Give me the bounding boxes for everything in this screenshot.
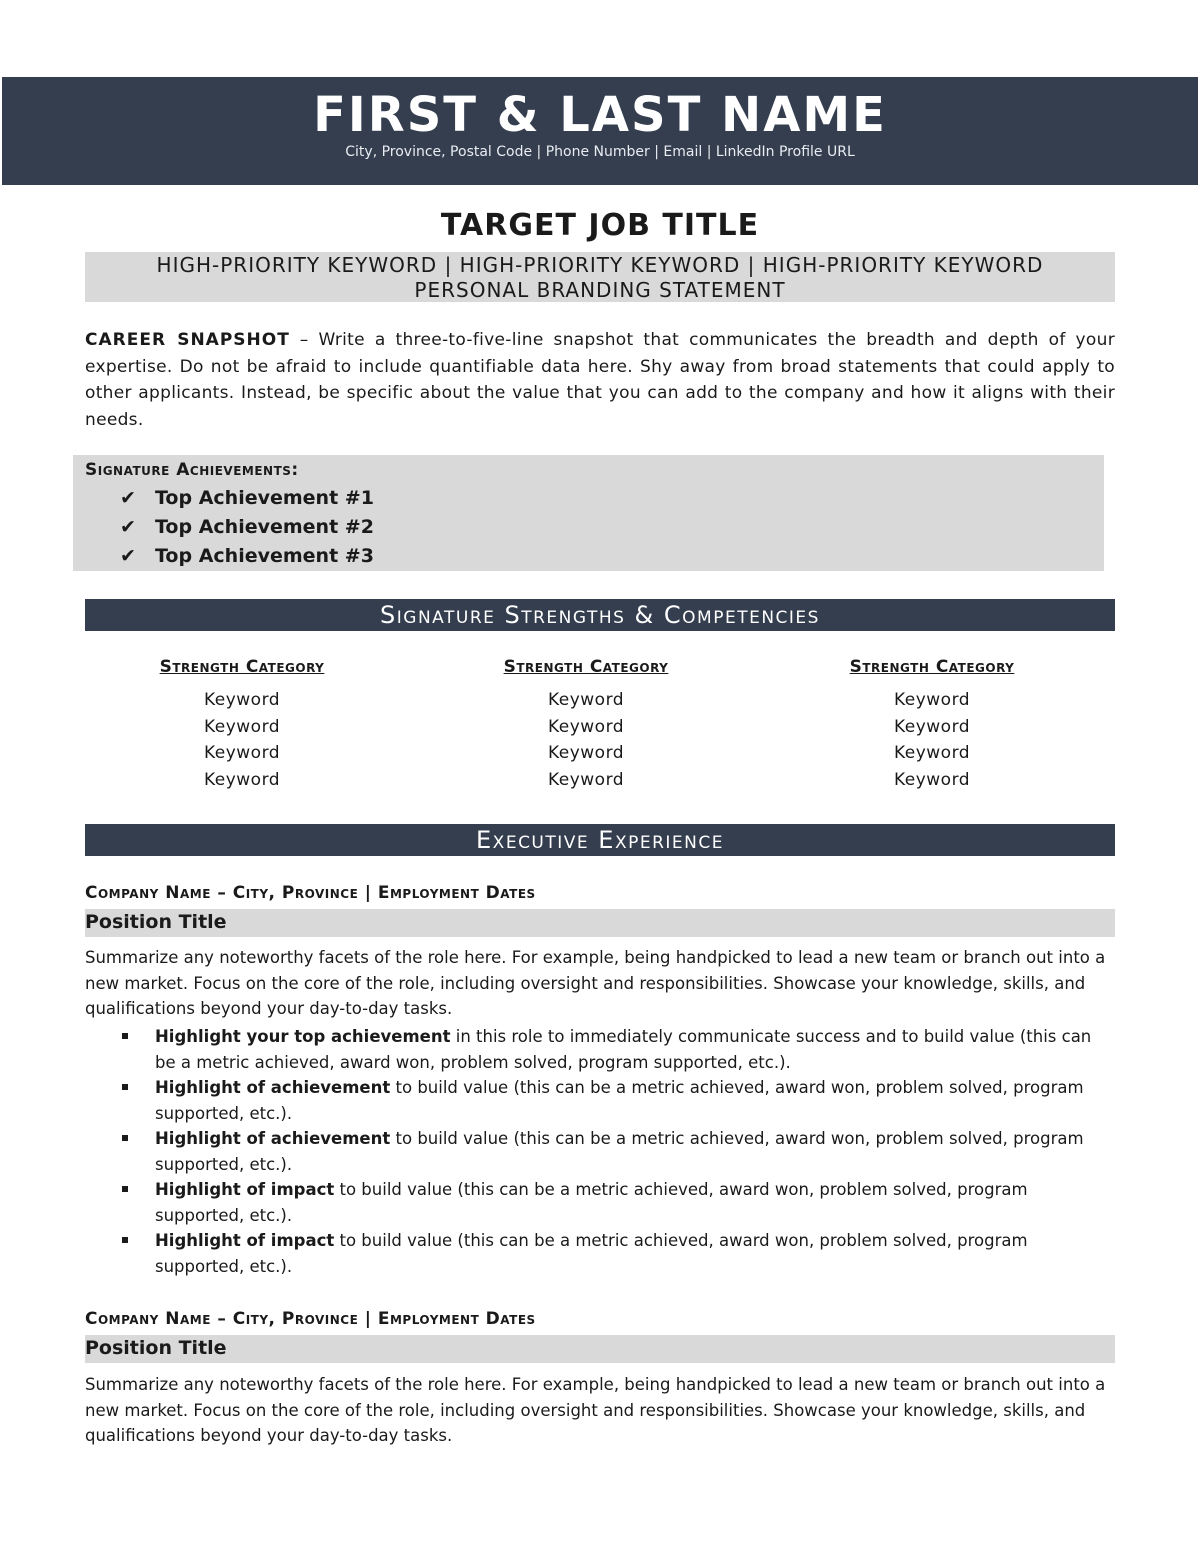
achievement-item: ✔ Top Achievement #1 <box>120 487 374 509</box>
keyword: Keyword <box>547 716 625 737</box>
achievement-bullets <box>85 1024 1115 1279</box>
keyword: Keyword <box>203 690 281 710</box>
list-item: Highlight of impact to build value (this can be a metric achieved, award won, problem solved, program supported, etc.). <box>85 1177 1115 1228</box>
strength-column <box>782 657 1082 793</box>
signature-achievements-box <box>73 455 1104 571</box>
square-bullet-icon <box>122 1237 128 1243</box>
square-bullet-icon <box>122 1084 128 1090</box>
achievement-item: ✔ Top Achievement #3 <box>120 545 374 567</box>
keyword: Keyword <box>893 716 971 737</box>
strength-category-heading: Strength Category <box>849 657 1015 677</box>
achievements-heading: Signature Achievements: <box>85 460 299 480</box>
strength-category-heading: Strength Category <box>503 657 669 677</box>
square-bullet-icon <box>122 1033 128 1039</box>
check-icon: ✔ <box>120 545 136 567</box>
strength-category-heading: Strength Category <box>159 657 325 677</box>
header-band <box>2 77 1198 185</box>
keyword-band <box>85 252 1115 302</box>
achievement-item: ✔ Top Achievement #2 <box>120 516 374 538</box>
list-item: Highlight of achievement to build value (this can be a metric achieved, award won, problem solved, program supported, etc.). <box>85 1075 1115 1126</box>
company-line: Company Name – City, Province | Employment Dates <box>85 883 536 903</box>
check-icon: ✔ <box>120 516 136 538</box>
position-title: Position Title <box>85 1337 227 1359</box>
keyword: Keyword <box>203 716 281 737</box>
keyword: Keyword <box>203 743 281 763</box>
keyword: Keyword <box>547 743 625 763</box>
career-snapshot <box>85 327 1115 433</box>
career-snapshot-text: – Write a three-to-five-line snapshot that communicates the breadth and depth of your expertise. Do not be afraid to include quantifiable data here. Shy away from broad statements that could apply to other applicants. Instead, be specific about the value that you can add to the company and how it aligns with their needs. <box>85 330 1115 430</box>
keywords-line: HIGH-PRIORITY KEYWORD | HIGH-PRIORITY KEYWORD | HIGH-PRIORITY KEYWORD <box>156 253 1044 277</box>
list-item: Highlight of achievement to build value (this can be a metric achieved, award won, problem solved, program supported, etc.). <box>85 1126 1115 1177</box>
square-bullet-icon <box>122 1186 128 1192</box>
career-snapshot-label: CAREER SNAPSHOT <box>85 330 290 350</box>
keyword: Keyword <box>893 743 971 763</box>
position-band <box>85 909 1115 937</box>
list-item: Highlight your top achievement in this role to immediately communicate success and to build value (this can be a metric achieved, award won, problem solved, program supported, etc.). <box>85 1024 1115 1075</box>
keyword: Keyword <box>893 690 971 710</box>
keyword: Keyword <box>547 769 625 790</box>
check-icon: ✔ <box>120 487 136 509</box>
square-bullet-icon <box>122 1135 128 1141</box>
candidate-name: FIRST & LAST NAME <box>313 87 887 143</box>
branding-statement: PERSONAL BRANDING STATEMENT <box>414 278 786 302</box>
target-job-title: TARGET JOB TITLE <box>440 208 760 243</box>
experience-section-heading: Executive Experience <box>85 824 1115 856</box>
strengths-section-heading: Signature Strengths & Competencies <box>85 599 1115 631</box>
keyword: Keyword <box>203 769 281 790</box>
role-summary: Summarize any noteworthy facets of the role here. For example, being handpicked to lead a new team or branch out into a new market. Focus on the core of the role, including oversight and responsibilities. Showcase your knowledge, skills, and qualifications beyond your day-to-day tasks. <box>85 1375 1106 1445</box>
contact-line: City, Province, Postal Code | Phone Number | Email | LinkedIn Profile URL <box>345 144 855 160</box>
role-summary: Summarize any noteworthy facets of the role here. For example, being handpicked to lead a new team or branch out into a new market. Focus on the core of the role, including oversight and responsibilities. Showcase your knowledge, skills, and qualifications beyond your day-to-day tasks. <box>85 948 1106 1018</box>
list-item: Highlight of impact to build value (this can be a metric achieved, award won, problem solved, program supported, etc.). <box>85 1228 1115 1279</box>
keyword: Keyword <box>893 769 971 790</box>
keyword: Keyword <box>547 690 625 710</box>
strength-column <box>92 657 392 793</box>
company-line: Company Name – City, Province | Employment Dates <box>85 1309 536 1329</box>
strength-column <box>436 657 736 793</box>
position-title: Position Title <box>85 911 227 933</box>
position-band <box>85 1335 1115 1363</box>
